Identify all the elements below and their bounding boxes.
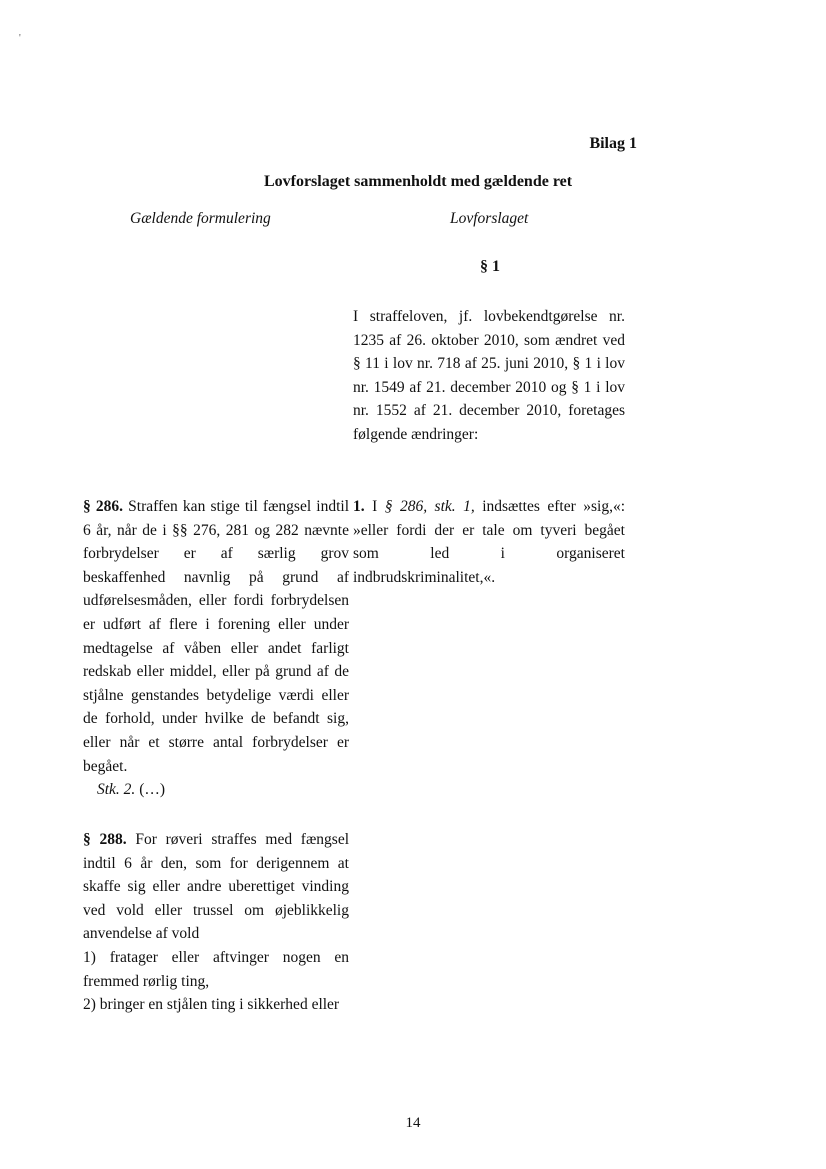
right-column-heading: Lovforslaget: [450, 210, 529, 227]
annex-label: Bilag 1: [589, 135, 637, 152]
p288-item-2: 2) bringer en stjålen ting i sikkerhed eller: [83, 996, 340, 1014]
p286-stk2-text: (…): [139, 781, 166, 799]
p286-text: Straffen kan stige til fængsel indtil 6 år, når de i §§ 276, 281 og 282 nævnte forbrydelser er af særlig grov beskaffenhed navnlig på grund af udførelsesmåden, eller fordi forbrydelsen er udført af flere i forening eller under medtagelse af våben eller andet farligt redskab eller middel, eller på grund af de stjålne genstandes betydelige værdi eller de forhold, under hvilke de befandt sig, eller når et større antal forbrydelser er begået.: [83, 498, 349, 775]
amendment-1-text: indsættes efter »sig,«: »eller fordi der er tale om tyveri begået som led i organiseret indbrudskriminalitet,«.: [353, 498, 625, 586]
document-title: Lovforslaget sammenholdt med gældende ret: [263, 173, 573, 190]
section-intro: I straffeloven, jf. lovbekendtgørelse nr. 1235 af 26. oktober 2010, som ændret ved § 11 i lov nr. 718 af 25. juni 2010, § 1 i lov nr. 1549 af 21. december 2010 og § 1 i lov nr. 1552 af 21. december 2010, foretages følgende ændringer:: [353, 308, 625, 443]
p288-item-1: 1) fratager eller aftvinger nogen en fremmed rørlig ting,: [83, 948, 349, 990]
p286-stk2-label: Stk. 2.: [97, 781, 136, 799]
left-column-heading: Gældende formulering: [130, 210, 271, 227]
current-law-p286: [83, 495, 349, 802]
amendment-1-reference: § 286, stk. 1,: [384, 498, 475, 515]
amendment-1-number: 1.: [353, 498, 365, 515]
p288-text: For røveri straffes med fængsel indtil 6 år den, som for derigennem at skaffe sig eller andre uberettiget vinding ved vold eller trussel om øjeblikkelig anvendelse af vold: [83, 831, 350, 943]
p286-stk2: [83, 778, 349, 802]
page-number: 14: [405, 1115, 421, 1131]
amendment-1-prefix: I: [372, 498, 378, 515]
p286-number: § 286.: [83, 498, 124, 515]
p288-number: § 288.: [83, 831, 127, 848]
section-number: § 1: [480, 258, 500, 275]
current-law-p288: [83, 828, 349, 1017]
amendment-1: [353, 495, 625, 589]
scan-mark: ': [19, 33, 21, 44]
